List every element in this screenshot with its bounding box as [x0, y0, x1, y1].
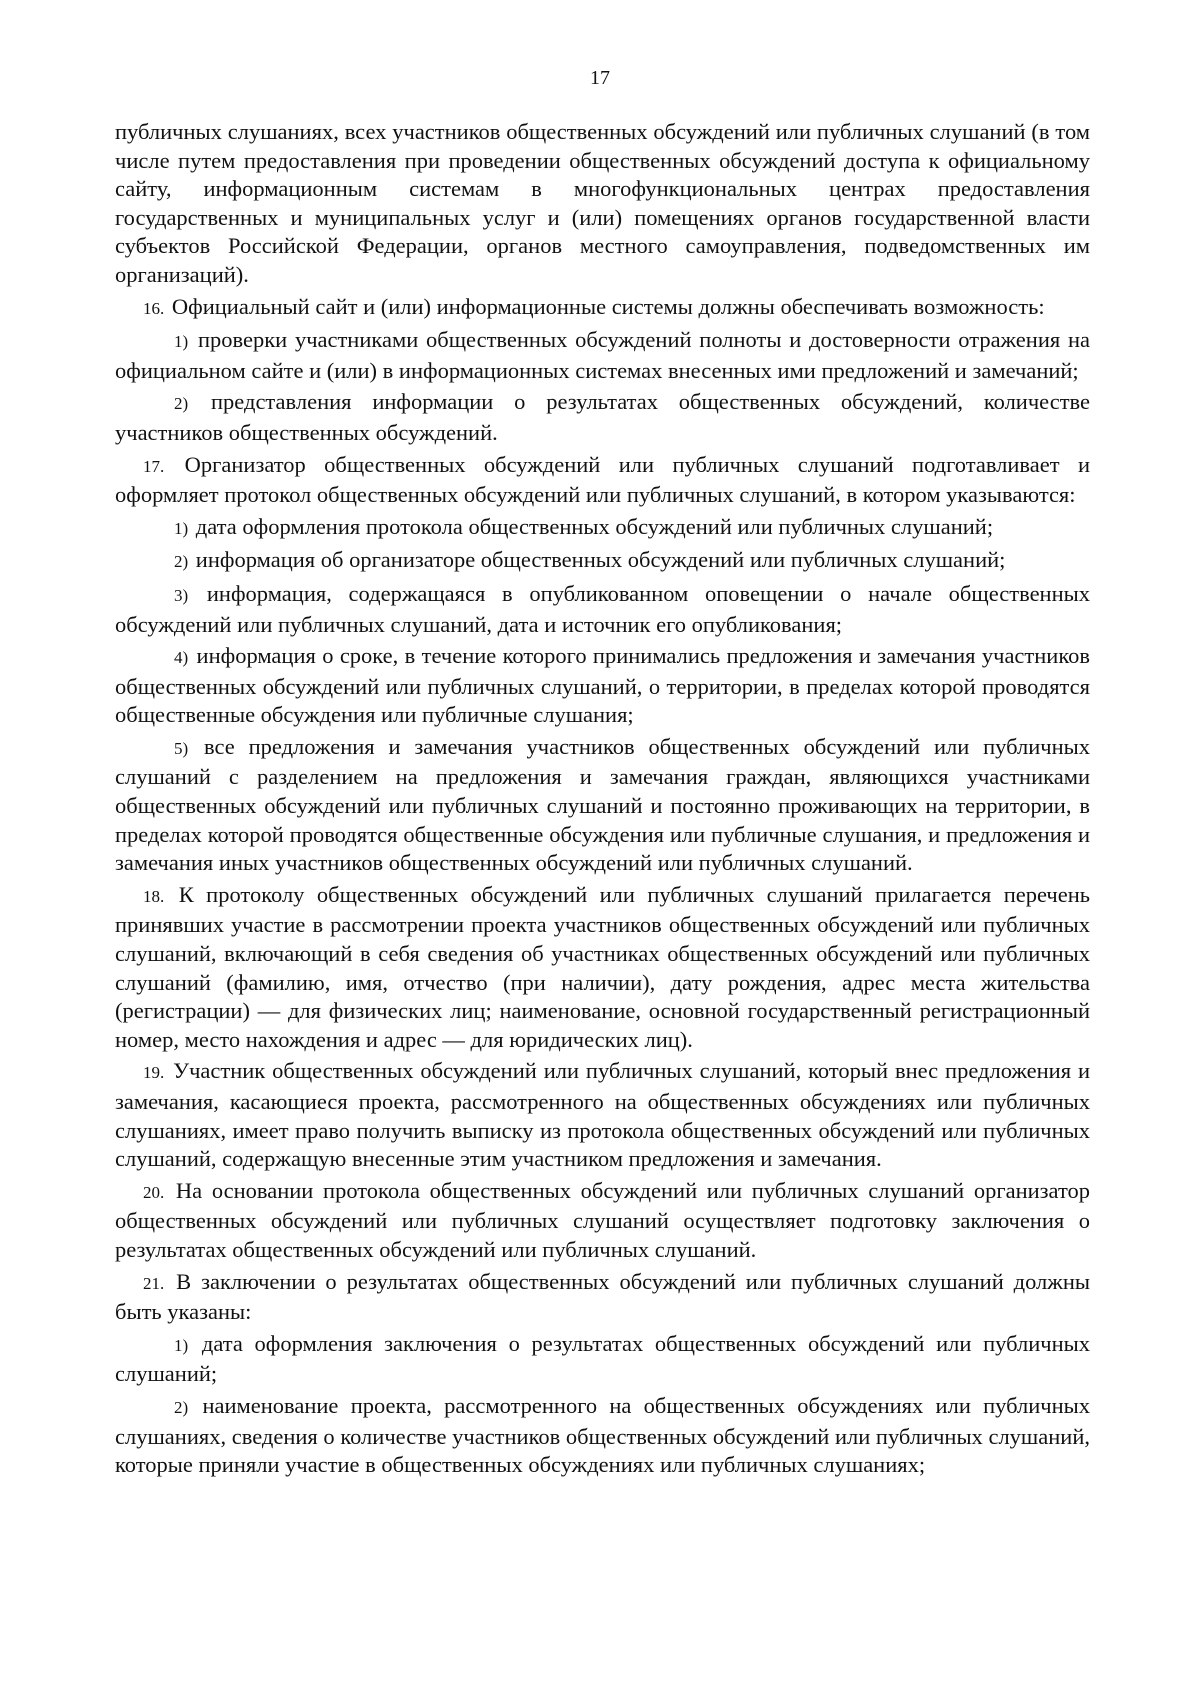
paragraph-text: проверки участниками общественных обсуждений полноты и достоверности отражения на официальном сайте и (или) в информационных системах внесенных ими предложений и замечаний; — [115, 327, 1091, 383]
item-number: 3) — [174, 585, 189, 605]
item-number: 1) — [174, 518, 189, 538]
paragraph-text: информация о сроке, в течение которого принимались предложения и замечания участников общественных обсуждений или публичных слушаний, о территории, в пределах которой проводятся общественные обсуждения или публичные слушания; — [115, 643, 1090, 728]
item-number: 5) — [174, 738, 189, 758]
list-item — [115, 580, 1090, 639]
paragraph — [115, 293, 1090, 324]
paragraph — [115, 881, 1090, 1055]
paragraph-text: Участник общественных обсуждений или публичных слушаний, который внес предложения и замечания, касающиеся проекта, рассмотренного на общественных обсуждениях или публичных слушаниях, имеет право получить выписку из протокола общественных обсуждений или публичных слушаний, содержащую внесенные этим участником предложения и замечания. — [115, 1058, 1090, 1172]
list-item — [115, 1330, 1090, 1389]
page-number: 17 — [590, 67, 610, 89]
paragraph-text: дата оформления протокола общественных обсуждений или публичных слушаний; — [195, 513, 994, 539]
item-number: 16. — [143, 298, 165, 318]
list-item — [115, 546, 1090, 577]
list-item — [115, 733, 1090, 878]
list-item — [115, 388, 1090, 447]
paragraph-text: Организатор общественных обсуждений или публичных слушаний подготавливает и оформляет протокол общественных обсуждений или публичных слушаний, в котором указываются: — [115, 451, 1091, 508]
item-number: 1) — [174, 1335, 189, 1355]
item-number: 2) — [174, 552, 189, 572]
list-item — [115, 1392, 1090, 1480]
item-number: 4) — [174, 648, 189, 668]
item-number: 19. — [143, 1063, 165, 1083]
paragraph-text: В заключении о результатах общественных обсуждений или публичных слушаний должны быть указаны: — [115, 1268, 1090, 1325]
paragraph-text: информация, содержащаяся в опубликованном оповещении о начале общественных обсуждений или публичных слушаний, дата и источник его опубликования; — [115, 580, 1090, 637]
paragraph — [115, 1057, 1090, 1173]
list-item — [115, 513, 1090, 544]
item-number: 2) — [174, 1397, 189, 1417]
paragraph-text: представления информации о результатах общественных обсуждений, количестве участников общественных обсуждений. — [115, 389, 1091, 445]
paragraph-text: Официальный сайт и (или) информационные системы должны обеспечивать возможность: — [171, 293, 1045, 319]
paragraph-text: публичных слушаниях, всех участников общественных обсуждений или публичных слушаний (в том числе путем предоставления при проведении общественных обсуждений доступа к официальному сайту, информационным системам в многофункциональных центрах предоставления государственных и муниципальных услуг и (или) помещениях органов государственной власти субъектов Российской Федерации, органов местного самоуправления, подведомственных им организаций). — [115, 119, 1090, 287]
paragraph — [115, 1268, 1090, 1327]
paragraph-text: К протоколу общественных обсуждений или публичных слушаний прилагается перечень принявших участие в рассмотрении проекта участников общественных обсуждений или публичных слушаний, включающий в себя сведения об участниках общественных обсуждений или публичных слушаний (фамилию, имя, отчество (при наличии), дату рождения, адрес места жительства (регистрации) — для физических лиц; наименование, основной государственный регистрационный номер, место нахождения и адрес — для юридических лиц). — [115, 881, 1091, 1052]
document-body — [115, 118, 1090, 1483]
item-number: 2) — [174, 394, 189, 414]
paragraph — [115, 1177, 1090, 1265]
item-number: 1) — [174, 332, 189, 352]
paragraph-text: все предложения и замечания участников общественных обсуждений или публичных слушаний с разделением на предложения и замечания граждан, являющихся участниками общественных обсуждений или публичных слушаний и постоянно проживающих на территории, в пределах которой проводятся общественные обсуждения или публичные слушания, и предложения и замечания иных участников общественных обсуждений или публичных слушаний. — [115, 733, 1090, 876]
paragraph-text: информация об организаторе общественных обсуждений или публичных слушаний; — [195, 547, 1006, 573]
item-number: 17. — [143, 456, 165, 476]
item-number: 18. — [143, 886, 165, 906]
paragraph — [115, 118, 1090, 290]
list-item — [115, 642, 1090, 730]
paragraph-text: На основании протокола общественных обсуждений или публичных слушаний организатор общественных обсуждений или публичных слушаний осуществляет подготовку заключения о результатах общественных обсуждений или публичных слушаний. — [115, 1177, 1091, 1262]
item-number: 20. — [143, 1182, 165, 1202]
item-number: 21. — [143, 1273, 165, 1293]
paragraph-text: наименование проекта, рассмотренного на общественных обсуждениях или публичных слушаниях, сведения о количестве участников общественных обсуждений или публичных слушаний, которые приняли участие в общественных обсуждениях или публичных слушаниях; — [115, 1392, 1091, 1478]
paragraph — [115, 451, 1090, 510]
list-item — [115, 326, 1090, 385]
paragraph-text: дата оформления заключения о результатах общественных обсуждений или публичных слушаний; — [115, 1330, 1090, 1387]
